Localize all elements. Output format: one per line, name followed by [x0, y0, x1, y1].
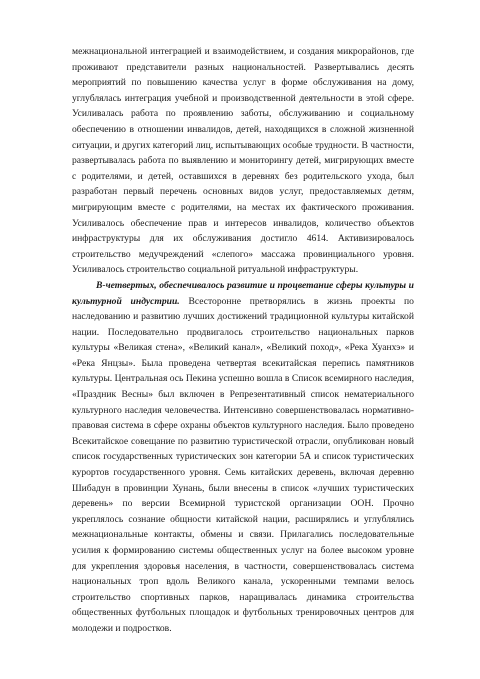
- paragraph-culture: [72, 278, 414, 637]
- paragraph-lead: В-четвертых, обеспечивалось развитие и процветание сферы культуры и культурной индустрии.: [72, 279, 414, 307]
- document-body: [72, 44, 414, 637]
- paragraph-social-services: [72, 44, 414, 278]
- paragraph-text: Всесторонне претворялись в жизнь проекты по наследованию и развитию лучших достижений традиционной культуры китайской нации. Последовательно продвигалось строительство национальных парков культуры «Великая стена», «Великий канал», «Великий поход», «Река Хуанхэ» и «Река Янцзы». Была проведена четвертая всекитайская перепись памятников культуры. Центральная ось Пекина успешно вошла в Список всемирного наследия, «Праздник Весны» был включен в Репрезентативный список нематериального культурного наследия человечества. Интенсивно совершенствовалась нормативно-правовая система в сфере охраны объектов культурного наследия. Было проведено Всекитайское совещание по развитию туристической отрасли, опубликован новый список государственных туристических зон категории 5А и список туристических курортов государственного уровня. Семь китайских деревень, включая деревню Шибадун в провинции Хунань, были внесены в список «лучших туристических деревень» по версии Всемирной туристской организации ООН. Прочно укреплялось сознание общности китайской нации, расширялись и углублялись межнациональные контакты, обмены и связи. Прилагались последовательные усилия к формированию системы общественных услуг на более высоком уровне для укрепления здоровья населения, в частности, совершенствовалась система национальных троп вдоль Великого канала, ускоренными темпами велось строительство спортивных парков, наращивалась динамика строительства общественных футбольных площадок и футбольных тренировочных центров для молодежи и подростков.: [72, 295, 414, 634]
- paragraph-text: межнациональной интеграцией и взаимодействием, и создания микрорайонов, где проживают представители разных национальностей. Развертывались десять мероприятий по повышению качества услуг в форме обслуживания на дому, углублялась интеграция учебной и производственной деятельности в этой сфере. Усиливалась работа по проявлению заботы, обслуживанию и социальному обеспечению в отношении инвалидов, детей, находящихся в сложной жизненной ситуации, и других категорий лиц, испытывающих особые трудности. В частности, развертывалась работа по выявлению и мониторингу детей, мигрирующих вместе с родителями, и детей, оставшихся в деревнях без родительского ухода, был разработан первый перечень основных видов услуг, предоставляемых детям, мигрирующим вместе с родителями, на местах их фактического проживания. Усиливалось обеспечение прав и интересов инвалидов, количество объектов инфраструктуры для их обслуживания достигло 4614. Активизировалось строительство медучреждений «слепого» массажа провинциального уровня. Усиливалось строительство социальной ритуальной инфраструктуры.: [72, 46, 414, 276]
